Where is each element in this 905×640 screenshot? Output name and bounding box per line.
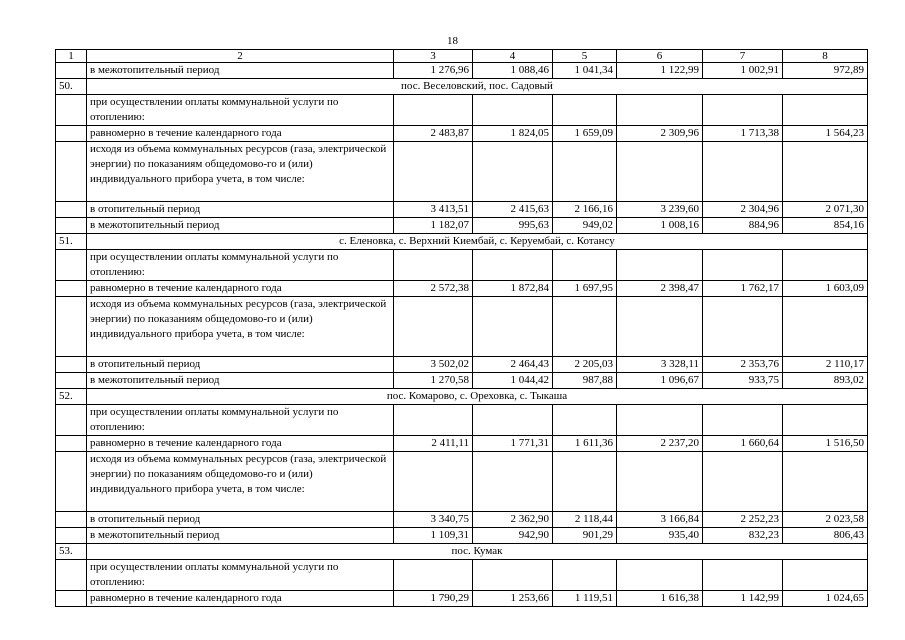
row-label: в межотопительный период bbox=[87, 528, 394, 544]
row-description: при осуществлении оплаты коммунальной услуги по отоплению: bbox=[87, 250, 394, 281]
value-cell: 1 002,91 bbox=[703, 63, 783, 79]
value-cell: 1 516,50 bbox=[783, 436, 868, 452]
row-label: равномерно в течение календарного года bbox=[87, 281, 394, 297]
table-row bbox=[56, 512, 868, 528]
table-row bbox=[56, 405, 868, 436]
value-cell: 1 659,09 bbox=[553, 126, 617, 142]
value-cell: 2 353,76 bbox=[703, 357, 783, 373]
value-cell: 2 362,90 bbox=[473, 512, 553, 528]
section-header-row bbox=[56, 234, 868, 250]
table-row bbox=[56, 528, 868, 544]
value-cell: 2 415,63 bbox=[473, 202, 553, 218]
value-cell: 987,88 bbox=[553, 373, 617, 389]
row-description: исходя из объема коммунальных ресурсов (газа, электрической энергии) по показаниям общедомово-го и (или) индивидуального прибора учета, в том числе: bbox=[87, 297, 394, 357]
value-cell: 2 304,96 bbox=[703, 202, 783, 218]
row-description: при осуществлении оплаты коммунальной услуги по отоплению: bbox=[87, 560, 394, 591]
value-cell: 1 088,46 bbox=[473, 63, 553, 79]
row-label: в межотопительный период bbox=[87, 373, 394, 389]
value-cell: 1 611,36 bbox=[553, 436, 617, 452]
value-cell: 1 713,38 bbox=[703, 126, 783, 142]
row-label: равномерно в течение календарного года bbox=[87, 126, 394, 142]
value-cell: 2 166,16 bbox=[553, 202, 617, 218]
section-location: пос. Кумак bbox=[87, 544, 868, 560]
value-cell: 1 603,09 bbox=[783, 281, 868, 297]
table-row bbox=[56, 126, 868, 142]
value-cell: 1 564,23 bbox=[783, 126, 868, 142]
value-cell: 972,89 bbox=[783, 63, 868, 79]
value-cell: 1 024,65 bbox=[783, 591, 868, 607]
section-header-row bbox=[56, 79, 868, 95]
row-label: равномерно в течение календарного года bbox=[87, 591, 394, 607]
column-header: 5 bbox=[553, 50, 617, 63]
section-number: 53. bbox=[56, 544, 87, 560]
value-cell: 933,75 bbox=[703, 373, 783, 389]
value-cell: 2 118,44 bbox=[553, 512, 617, 528]
page-number: 18 bbox=[447, 35, 458, 47]
value-cell: 942,90 bbox=[473, 528, 553, 544]
table-row bbox=[56, 202, 868, 218]
value-cell: 3 328,11 bbox=[617, 357, 703, 373]
row-label: в межотопительный период bbox=[87, 218, 394, 234]
value-cell: 1 122,99 bbox=[617, 63, 703, 79]
section-number: 50. bbox=[56, 79, 87, 95]
table-row bbox=[56, 281, 868, 297]
column-header: 2 bbox=[87, 50, 394, 63]
section-location: с. Еленовка, с. Верхний Киембай, с. Керуембай, с. Котансу bbox=[87, 234, 868, 250]
value-cell: 1 008,16 bbox=[617, 218, 703, 234]
table-row bbox=[56, 142, 868, 202]
value-cell: 1 109,31 bbox=[394, 528, 473, 544]
section-number: 52. bbox=[56, 389, 87, 405]
section-location: пос. Веселовский, пос. Садовый bbox=[87, 79, 868, 95]
value-cell: 1 771,31 bbox=[473, 436, 553, 452]
value-cell: 2 464,43 bbox=[473, 357, 553, 373]
value-cell: 832,23 bbox=[703, 528, 783, 544]
value-cell: 949,02 bbox=[553, 218, 617, 234]
value-cell: 3 239,60 bbox=[617, 202, 703, 218]
value-cell: 1 253,66 bbox=[473, 591, 553, 607]
row-description: при осуществлении оплаты коммунальной услуги по отоплению: bbox=[87, 405, 394, 436]
column-header: 3 bbox=[394, 50, 473, 63]
value-cell: 1 790,29 bbox=[394, 591, 473, 607]
value-cell: 1 824,05 bbox=[473, 126, 553, 142]
row-label: в отопительный период bbox=[87, 512, 394, 528]
section-header-row bbox=[56, 389, 868, 405]
value-cell: 1 872,84 bbox=[473, 281, 553, 297]
value-cell: 3 413,51 bbox=[394, 202, 473, 218]
value-cell: 1 182,07 bbox=[394, 218, 473, 234]
table-row bbox=[56, 452, 868, 512]
value-cell: 1 276,96 bbox=[394, 63, 473, 79]
value-cell: 884,96 bbox=[703, 218, 783, 234]
value-cell: 935,40 bbox=[617, 528, 703, 544]
value-cell: 2 309,96 bbox=[617, 126, 703, 142]
tariff-table bbox=[55, 49, 868, 607]
header-row bbox=[56, 50, 868, 63]
column-header: 6 bbox=[617, 50, 703, 63]
value-cell: 806,43 bbox=[783, 528, 868, 544]
table-row bbox=[56, 373, 868, 389]
section-header-row bbox=[56, 544, 868, 560]
value-cell: 2 252,23 bbox=[703, 512, 783, 528]
table-row bbox=[56, 218, 868, 234]
value-cell: 2 483,87 bbox=[394, 126, 473, 142]
column-header: 8 bbox=[783, 50, 868, 63]
section-number: 51. bbox=[56, 234, 87, 250]
value-cell: 2 023,58 bbox=[783, 512, 868, 528]
value-cell: 893,02 bbox=[783, 373, 868, 389]
value-cell: 1 096,67 bbox=[617, 373, 703, 389]
value-cell: 1 762,17 bbox=[703, 281, 783, 297]
value-cell: 3 502,02 bbox=[394, 357, 473, 373]
value-cell: 1 697,95 bbox=[553, 281, 617, 297]
value-cell: 1 270,58 bbox=[394, 373, 473, 389]
value-cell: 901,29 bbox=[553, 528, 617, 544]
value-cell: 995,63 bbox=[473, 218, 553, 234]
column-header: 4 bbox=[473, 50, 553, 63]
table-row bbox=[56, 591, 868, 607]
row-description: при осуществлении оплаты коммунальной услуги по отоплению: bbox=[87, 95, 394, 126]
table-row bbox=[56, 560, 868, 591]
section-location: пос. Комарово, с. Ореховка, с. Тыкаша bbox=[87, 389, 868, 405]
row-label: в отопительный период bbox=[87, 357, 394, 373]
value-cell: 2 205,03 bbox=[553, 357, 617, 373]
value-cell: 854,16 bbox=[783, 218, 868, 234]
value-cell: 2 411,11 bbox=[394, 436, 473, 452]
value-cell: 3 340,75 bbox=[394, 512, 473, 528]
table-row bbox=[56, 63, 868, 79]
table-row bbox=[56, 95, 868, 126]
value-cell: 3 166,84 bbox=[617, 512, 703, 528]
value-cell: 1 119,51 bbox=[553, 591, 617, 607]
column-header: 7 bbox=[703, 50, 783, 63]
column-header: 1 bbox=[56, 50, 87, 63]
value-cell: 2 398,47 bbox=[617, 281, 703, 297]
value-cell: 2 071,30 bbox=[783, 202, 868, 218]
value-cell: 2 110,17 bbox=[783, 357, 868, 373]
value-cell: 1 616,38 bbox=[617, 591, 703, 607]
value-cell: 1 142,99 bbox=[703, 591, 783, 607]
row-label: в межотопительный период bbox=[87, 63, 394, 79]
value-cell: 2 572,38 bbox=[394, 281, 473, 297]
table-row bbox=[56, 250, 868, 281]
value-cell: 1 041,34 bbox=[553, 63, 617, 79]
value-cell: 1 044,42 bbox=[473, 373, 553, 389]
row-label: равномерно в течение календарного года bbox=[87, 436, 394, 452]
value-cell: 1 660,64 bbox=[703, 436, 783, 452]
table-row bbox=[56, 297, 868, 357]
row-description: исходя из объема коммунальных ресурсов (газа, электрической энергии) по показаниям общедомово-го и (или) индивидуального прибора учета, в том числе: bbox=[87, 142, 394, 202]
row-label: в отопительный период bbox=[87, 202, 394, 218]
table-row bbox=[56, 436, 868, 452]
table-row bbox=[56, 357, 868, 373]
row-description: исходя из объема коммунальных ресурсов (газа, электрической энергии) по показаниям общедомово-го и (или) индивидуального прибора учета, в том числе: bbox=[87, 452, 394, 512]
value-cell: 2 237,20 bbox=[617, 436, 703, 452]
